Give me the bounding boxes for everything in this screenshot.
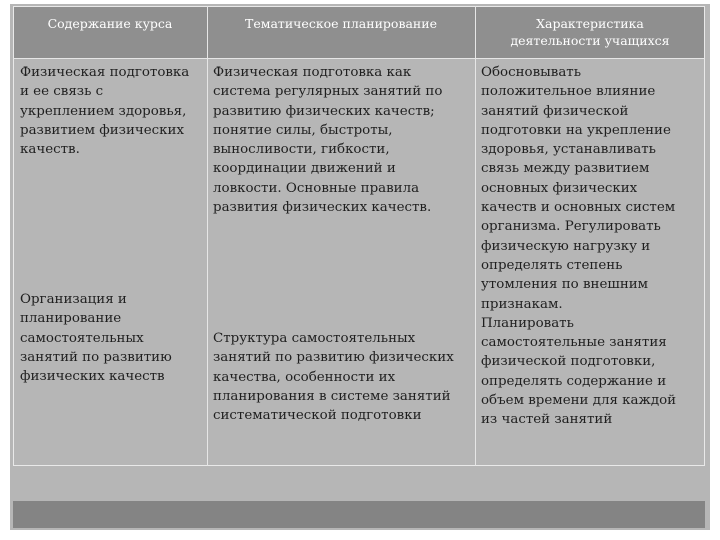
header-student-activity: Характеристика деятельности учащихся [510,16,670,48]
column-divider-2 [475,6,476,466]
column-divider-1 [207,6,208,466]
footer-bar [13,501,705,528]
header-course-content: Содержание курса [47,16,173,31]
course-content-cell-2: Организация и планирование самостоятельных занятий по развитию физических качеств [20,292,172,385]
header-divider [13,58,705,59]
thematic-planning-cell-1: Физическая подготовка как система регулярных занятий по развитию физических качеств; понятие силы, быстроты, выносливости, гибкости, координации движений и ловкости. Основные правила развития физических качеств. [213,65,443,216]
header-thematic-planning: Тематическое планирование [245,16,437,31]
slide-page [10,4,710,530]
thematic-planning-cell-2: Структура самостоятельных занятий по развитию физических качества, особенности их планирования в системе занятий систематической подготовки [213,331,454,424]
student-activity-cell: Обосновывать положительное влияние занятий физической подготовки на укрепление здоровья, устанавливать связь между развитием основных физических качеств и основных систем организма. Регулировать физическую нагрузку и определять степень утомления по внешним признакам. Планировать самостоятельные занятия физической подготовки, определять содержание и объем времени для каждой из частей занятий [481,65,677,428]
course-content-cell-1: Физическая подготовка и ее связь с укреплением здоровья, развитием физических качеств. [20,65,190,158]
